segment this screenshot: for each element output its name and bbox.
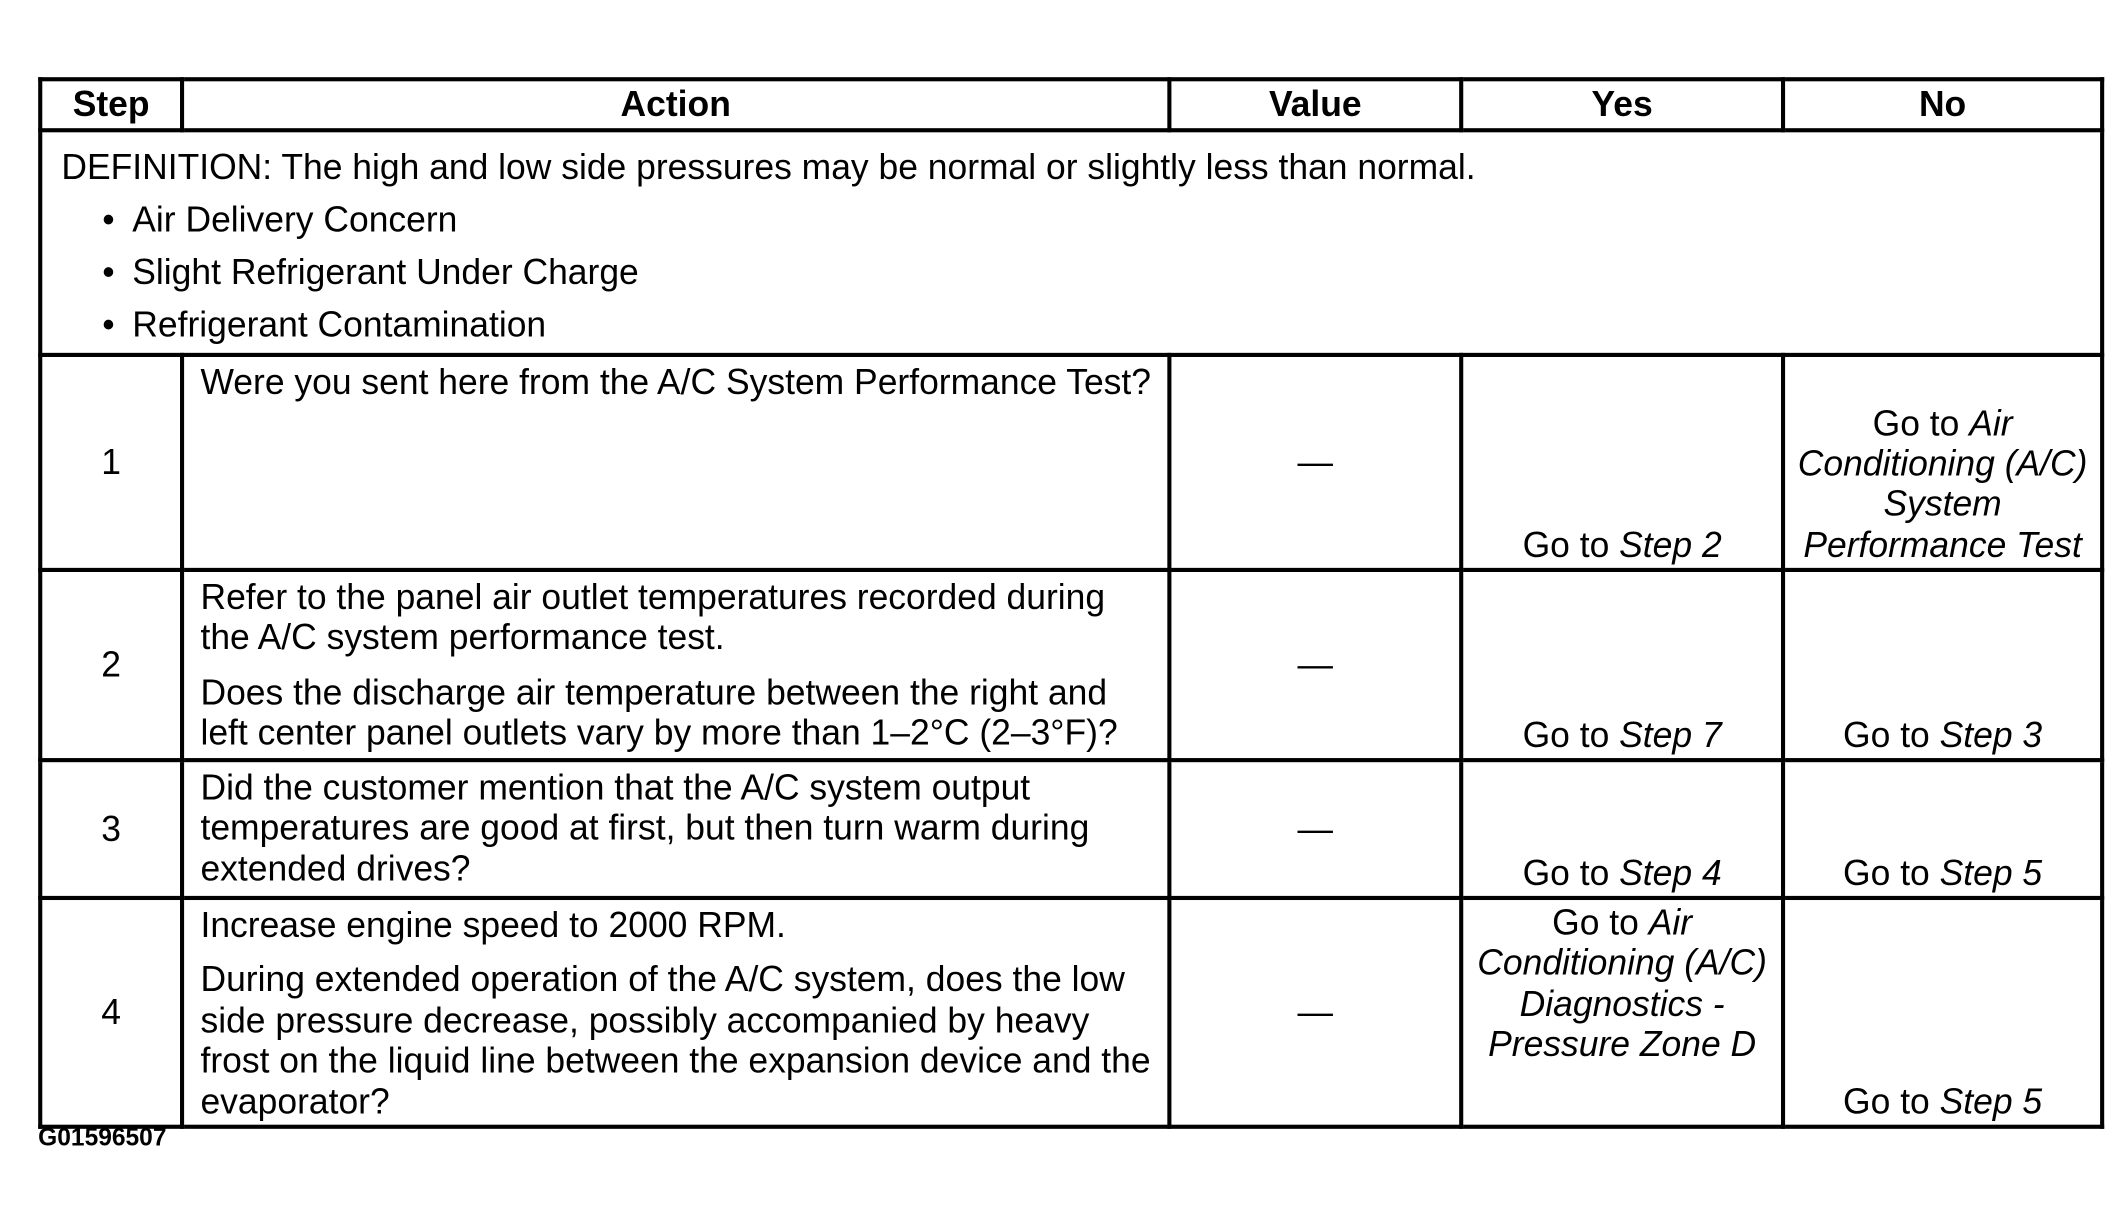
- no-cell: [1783, 760, 2102, 898]
- definition-cell: [40, 130, 2102, 355]
- action-cell: [182, 355, 1169, 570]
- action-text: During extended operation of the A/C system, does the low side pressure decrease, possibly accompanied by heavy frost on the liquid line between the expansion device and the evaporator?: [200, 958, 1151, 1122]
- goto-target: Step 4: [1619, 851, 1722, 893]
- goto-target: Step 5: [1939, 1079, 2043, 1122]
- value-dash: —: [1297, 990, 1334, 1033]
- table-row: [40, 355, 2102, 570]
- step-number: 3: [40, 760, 182, 898]
- table-row: [40, 760, 2102, 898]
- action-text: Increase engine speed to 2000 RPM.: [200, 904, 786, 946]
- no-cell: [1783, 898, 2102, 1127]
- goto-prefix: Go to: [1522, 851, 1610, 893]
- value-dash: —: [1297, 807, 1334, 849]
- table-row: [40, 898, 2102, 1127]
- goto-prefix: Go to: [1552, 901, 1639, 943]
- value-cell: [1169, 355, 1461, 570]
- goto-prefix: Go to: [1872, 401, 1960, 444]
- action-cell: [182, 898, 1169, 1127]
- header-step: Step: [40, 79, 182, 130]
- goto-target: Air Conditioning (A/C) Diagnostics - Pressure Zone D: [1477, 901, 1767, 1065]
- definition-bullets: [61, 193, 2081, 350]
- action-cell: [182, 760, 1169, 898]
- bullet-item: • Slight Refrigerant Under Charge: [102, 245, 2081, 297]
- yes-cell: [1461, 355, 1783, 570]
- header-yes: Yes: [1461, 79, 1783, 130]
- yes-cell: [1461, 898, 1783, 1127]
- goto-target: Step 2: [1619, 523, 1722, 565]
- diagnostic-table: [38, 77, 2104, 1128]
- value-cell: [1169, 570, 1461, 760]
- bullet-item: • Refrigerant Contamination: [102, 298, 2081, 350]
- value-cell: [1169, 760, 1461, 898]
- bullet-item: • Air Delivery Concern: [102, 193, 2081, 245]
- step-number: 1: [40, 355, 182, 570]
- goto-target: Air Conditioning (A/C) System Performance Test: [1797, 401, 2088, 565]
- goto-prefix: Go to: [1843, 1079, 1930, 1122]
- definition-text: DEFINITION: The high and low side pressures may be normal or slightly less than normal.: [61, 146, 1476, 188]
- goto-prefix: Go to: [1522, 523, 1610, 565]
- step-number: 2: [40, 570, 182, 760]
- action-text: Were you sent here from the A/C System Performance Test?: [200, 361, 1151, 403]
- no-cell: [1783, 570, 2102, 760]
- goto-prefix: Go to: [1843, 851, 1930, 893]
- goto-prefix: Go to: [1843, 713, 1930, 755]
- no-cell: [1783, 355, 2102, 570]
- header-action: Action: [182, 79, 1169, 130]
- action-text: Did the customer mention that the A/C system output temperatures are good at first, but then turn warm during extended drives?: [200, 766, 1090, 889]
- yes-cell: [1461, 760, 1783, 898]
- header-row: [40, 79, 2102, 130]
- value-cell: [1169, 898, 1461, 1127]
- action-text: Does the discharge air temperature between the right and left center panel outlets vary by more than 1–2°C (2–3°F)?: [200, 670, 1118, 753]
- goto-target: Step 7: [1619, 713, 1722, 755]
- definition-row: [40, 130, 2102, 355]
- value-dash: —: [1297, 643, 1334, 685]
- step-number: 4: [40, 898, 182, 1127]
- header-no: No: [1783, 79, 2102, 130]
- goto-prefix: Go to: [1522, 713, 1610, 755]
- yes-cell: [1461, 570, 1783, 760]
- action-cell: [182, 570, 1169, 760]
- action-text: Refer to the panel air outlet temperatures recorded during the A/C system performance test.: [200, 576, 1106, 658]
- figure-id: G01596507: [38, 1123, 167, 1151]
- table-row: [40, 570, 2102, 760]
- value-dash: —: [1297, 440, 1334, 483]
- header-value: Value: [1169, 79, 1461, 130]
- goto-target: Step 5: [1939, 851, 2043, 893]
- goto-target: Step 3: [1939, 713, 2043, 755]
